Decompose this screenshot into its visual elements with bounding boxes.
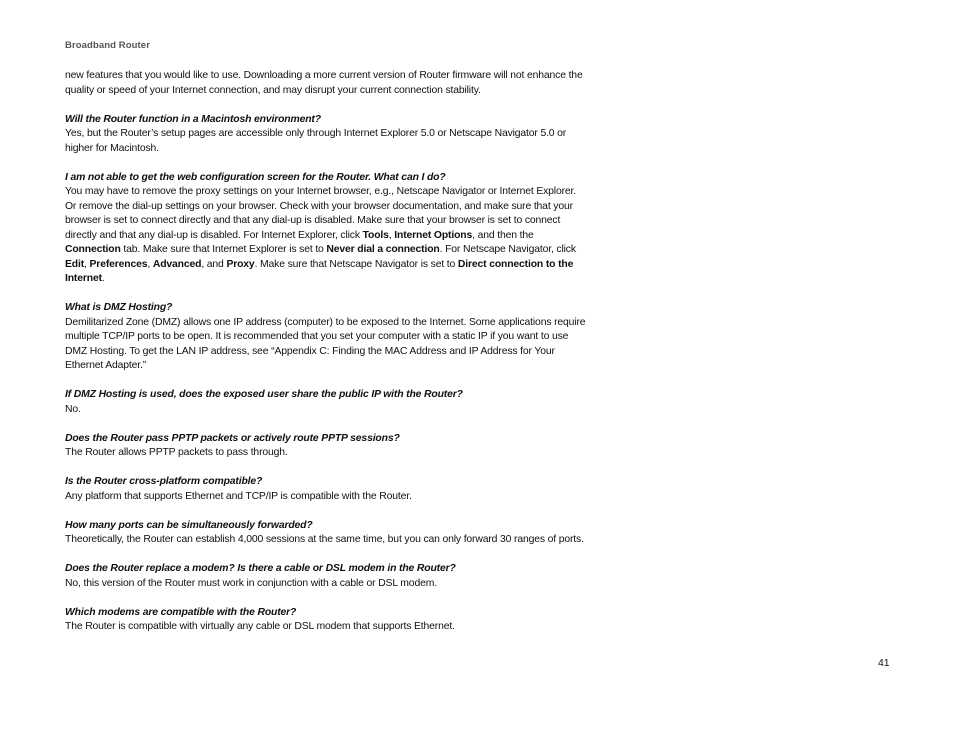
ui-term-tools: Tools: [362, 229, 389, 241]
faq-question: What is DMZ Hosting?: [65, 302, 173, 313]
faq-answer: [65, 185, 587, 287]
document-body: [65, 69, 587, 635]
faq-answer: Yes, but the Router’s setup pages are accessible only through Internet Explorer 5.0 or Netscape Navigator 5.0 or higher for Macintosh.: [65, 128, 567, 154]
faq-question: How many ports can be simultaneously forwarded?: [65, 519, 313, 531]
faq-question: Which modems are compatible with the Router?: [65, 606, 297, 618]
faq-question: I am not able to get the web configuration screen for the Router. What can I do?: [65, 171, 446, 183]
faq-answer: Demilitarized Zone (DMZ) allows one IP address (computer) to be exposed to the Internet. Some applications require multiple TCP/IP ports to be open. It is recommended that you set your computer with a static IP if you want to use DMZ Hosting. To get the LAN IP address, see “Appendix C: Finding the MAC Address and IP Address for Your Ethernet Adapter.”: [65, 316, 586, 371]
faq-item-cross-platform: [65, 475, 587, 504]
answer-text: You may have to remove the proxy settings on your Internet browser, e.g., Netscape Navigator or Internet Explorer. Or remove the dial-up settings on your browser. Check with your browser documentation, and make sure that your browser is set to connect directly and that any dial-up is disabled. Make sure that your browser is set to connect directly and that any dial-up is disabled. For Internet Explorer, click: [65, 186, 576, 241]
faq-item-pptp: [65, 432, 587, 461]
ui-term-preferences: Preferences: [89, 258, 148, 270]
running-header: Broadband Router: [65, 40, 150, 51]
page-number: 41: [878, 658, 890, 669]
faq-answer: No.: [65, 403, 81, 415]
answer-text: , and then the: [472, 229, 534, 241]
answer-text: ,: [84, 258, 90, 270]
faq-answer: Any platform that supports Ethernet and TCP/IP is compatible with the Router.: [65, 490, 412, 502]
faq-question: Will the Router function in a Macintosh environment?: [65, 113, 321, 125]
answer-text: , and: [201, 258, 227, 270]
faq-question: Is the Router cross-platform compatible?: [65, 476, 263, 487]
ui-term-internet-options: Internet Options: [394, 229, 473, 241]
ui-term-never-dial: Never dial a connection: [326, 244, 440, 255]
faq-item-dmz-hosting: [65, 301, 587, 374]
ui-term-proxy: Proxy: [226, 258, 255, 270]
faq-question: Does the Router pass PPTP packets or actively route PPTP sessions?: [65, 432, 400, 444]
faq-question: If DMZ Hosting is used, does the exposed user share the public IP with the Router?: [65, 389, 463, 400]
faq-item-web-config: [65, 171, 587, 287]
answer-text: ,: [388, 229, 395, 241]
faq-answer: Theoretically, the Router can establish 4,000 sessions at the same time, but you can only forward 30 ranges of ports.: [65, 534, 584, 545]
faq-answer: No, this version of the Router must work in conjunction with a cable or DSL modem.: [65, 577, 437, 589]
faq-answer: The Router allows PPTP packets to pass through.: [65, 447, 288, 458]
intro-paragraph: new features that you would like to use. Downloading a more current version of Router firmware will not enhance the quality or speed of your Internet connection, and may disrupt your current connection stability.: [65, 70, 583, 96]
faq-answer: The Router is compatible with virtually any cable or DSL modem that supports Ethernet.: [65, 621, 455, 632]
faq-item-compatible-modems: [65, 606, 587, 635]
faq-item-macintosh: [65, 113, 587, 157]
ui-term-edit: Edit: [65, 258, 85, 270]
ui-term-direct-connection: Direct connection to the Internet: [65, 258, 574, 284]
answer-text: . For Netscape Navigator, click: [439, 244, 576, 255]
ui-term-connection: Connection: [65, 244, 121, 255]
answer-text: tab. Make sure that Internet Explorer is set to: [120, 244, 327, 255]
answer-text: . Make sure that Netscape Navigator is set to: [254, 258, 458, 270]
faq-item-port-forwarding: [65, 519, 587, 548]
answer-text: ,: [147, 258, 153, 270]
answer-text: .: [101, 273, 105, 284]
faq-question: Does the Router replace a modem? Is there a cable or DSL modem in the Router?: [65, 563, 456, 574]
faq-item-modem-replacement: [65, 562, 587, 591]
faq-item-dmz-public-ip: [65, 388, 587, 417]
ui-term-advanced: Advanced: [152, 258, 202, 270]
